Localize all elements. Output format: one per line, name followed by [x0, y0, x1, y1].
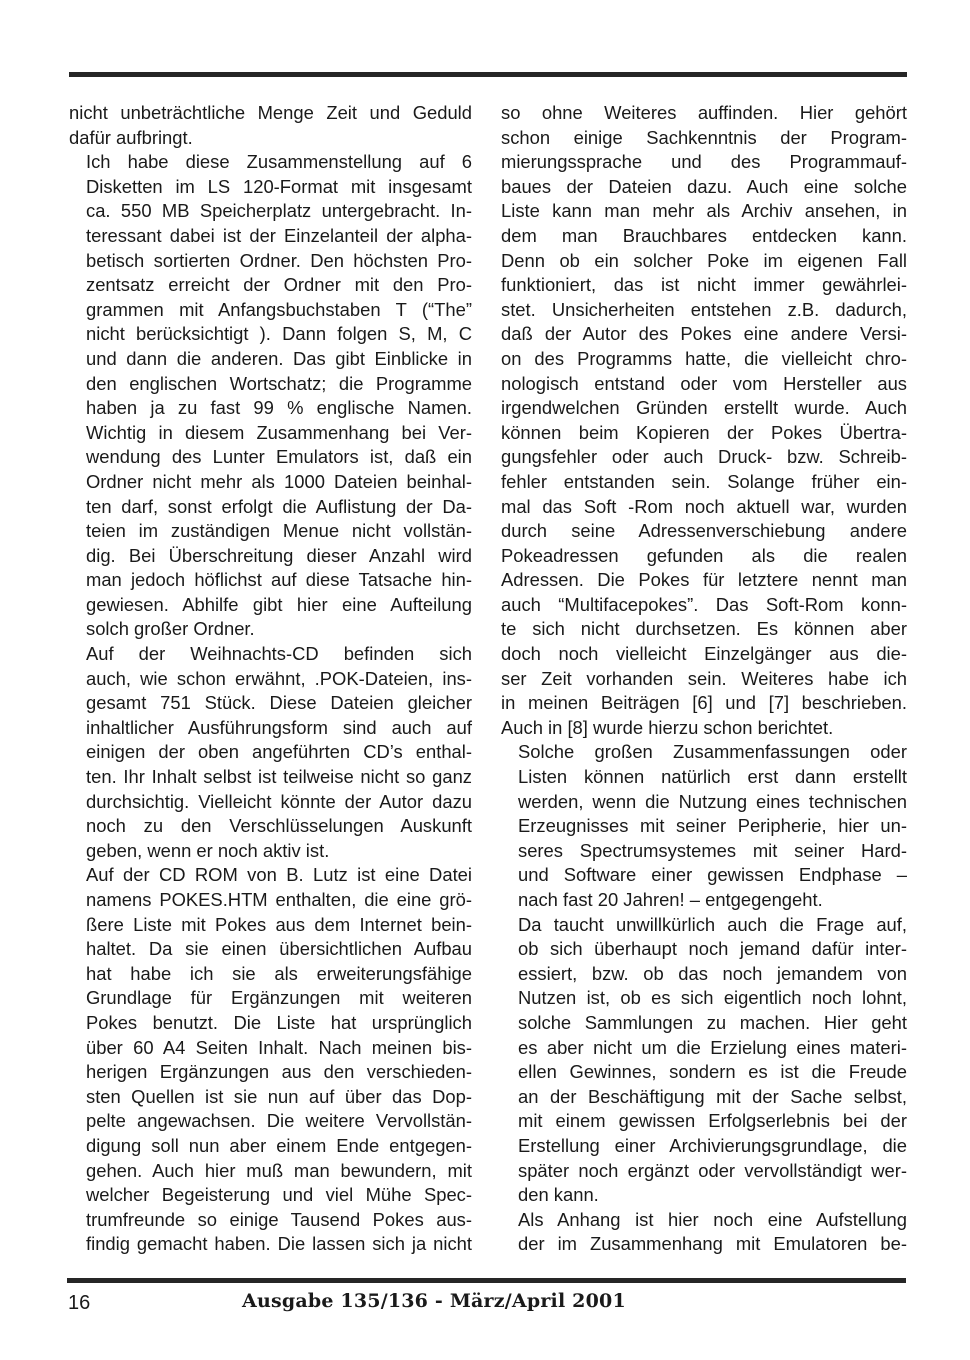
- text-line: funktioniert, das ist nicht immer gewährlei-: [501, 274, 907, 296]
- page-number: 16: [68, 1292, 91, 1314]
- text-line: Erzeugnisses mit seiner Peripherie, hier un-: [518, 815, 907, 837]
- text-line: geben, wenn er noch aktiv ist.: [86, 839, 330, 861]
- text-line: so ohne Weiteres auffinden. Hier gehört: [501, 102, 907, 123]
- text-line: werden, wenn die Nutzung eines technischen: [518, 790, 907, 812]
- text-line: mal das Soft -Rom noch aktuell war, wurden: [501, 495, 907, 517]
- text-line: welcher Begeisterung und viel Mühe Spec-: [86, 1184, 472, 1206]
- text-line: den englischen Wortschatz; die Programme: [86, 372, 472, 394]
- text-line: Nutzen ist, ob es sich eigentlich noch lohnt,: [518, 987, 907, 1009]
- text-line: herigen Ergänzungen aus den verschieden-: [86, 1061, 472, 1083]
- text-line: Denn ob ein solcher Poke im eigenen Fall: [501, 249, 907, 271]
- text-line: Erstellung einer Archivierungsgrundlage, die: [518, 1134, 907, 1156]
- text-line: auch, wie schon erwähnt, .POK-Dateien, ins-: [86, 667, 472, 689]
- text-line: ten. Ihr Inhalt selbst ist teilweise nicht so ganz: [86, 766, 472, 788]
- text-line: können beim Kopieren der Pokes Übertra-: [501, 421, 907, 443]
- text-line: über 60 A4 Seiten Inhalt. Nach meinen bis-: [86, 1036, 472, 1058]
- text-line: und dann die anderen. Das gibt Einblicke in: [86, 347, 472, 369]
- text-line: inhaltlicher Ausführungsform sind auch auf: [86, 716, 472, 738]
- right-column: [501, 101, 907, 1257]
- text-line: man jedoch höflichst auf diese Tatsache hin-: [86, 569, 472, 591]
- text-line: daß der Autor des Pokes eine andere Versi-: [501, 323, 907, 345]
- text-line: stet. Unsicherheiten entstehen z.B. dadurch,: [501, 298, 907, 320]
- paragraph: [501, 740, 907, 912]
- paragraph: [501, 1208, 907, 1257]
- text-line: ca. 550 MB Speicherplatz untergebracht. In-: [86, 200, 472, 222]
- text-line: auch “Multifacepokes”. Das Soft-Rom konn-: [501, 593, 907, 615]
- text-line: einigen der oben angeführten CD’s enthal-: [86, 741, 472, 763]
- text-line: Pokeadressen gefunden als die realen: [501, 544, 907, 566]
- paragraph: [501, 101, 907, 740]
- text-line: Solche großen Zusammenfassungen oder: [518, 741, 907, 763]
- text-line: und Software einer gewissen Endphase –: [518, 864, 907, 886]
- text-line: es aber nicht um die Erzielung eines materi-: [518, 1036, 907, 1058]
- text-line: Ich habe diese Zusammenstellung auf 6: [86, 151, 472, 173]
- text-line: Adressen. Die Pokes für letztere nennt man: [501, 569, 907, 591]
- text-line: seres Spectrumsystemes mit seiner Hard-: [518, 839, 907, 861]
- text-line: Da taucht unwillkürlich auch die Frage auf,: [518, 913, 907, 935]
- text-line: mierungssprache und des Programmauf-: [501, 151, 907, 173]
- text-line: Disketten im LS 120-Format mit insgesamt: [86, 175, 472, 197]
- text-line: Auf der Weihnachts-CD befinden sich: [86, 643, 472, 665]
- text-line: doch noch vielleicht Einzelgänger aus die-: [501, 643, 907, 665]
- text-line: Auf der CD ROM von B. Lutz ist eine Datei: [86, 864, 472, 886]
- text-line: Listen können natürlich erst dann erstellt: [518, 766, 907, 788]
- text-line: namens POKES.HTM enthalten, die eine grö-: [86, 889, 472, 910]
- text-line: nicht unbeträchtliche Menge Zeit und Geduld: [69, 102, 472, 123]
- text-line: pelte angewachsen. Die weitere Vervollstän-: [86, 1110, 472, 1132]
- text-line: baues der Dateien dazu. Auch eine solche: [501, 175, 907, 197]
- text-line: nicht berücksichtigt ). Dann folgen S, M, C: [86, 323, 472, 345]
- text-line: den kann.: [518, 1184, 599, 1206]
- text-line: Wichtig in diesem Zusammenhang bei Ver-: [86, 421, 472, 443]
- text-line: teien im zuständigen Menue nicht vollstän-: [86, 520, 472, 542]
- text-line: an der Beschäftigung mit der Sache selbst,: [518, 1085, 907, 1107]
- text-line: noch zu den Verschlüsselungen Auskunft: [86, 815, 472, 837]
- paragraph: [69, 150, 472, 642]
- paragraph: [69, 863, 472, 1257]
- text-line: teressant dabei ist der Einzelanteil der alpha-: [86, 224, 472, 246]
- text-line: der im Zusammenhang mit Emulatoren be-: [518, 1233, 907, 1255]
- text-line: essiert, bzw. ob das noch jemandem von: [518, 962, 907, 984]
- header-rule: [69, 72, 907, 77]
- text-line: gesamt 751 Stück. Diese Dateien gleicher: [86, 692, 472, 714]
- paragraph: [69, 101, 472, 150]
- text-line: betisch sortierten Ordner. Den höchsten Pro-: [86, 249, 472, 271]
- text-line: später noch ergänzt oder vervollständigt wer-: [518, 1159, 907, 1181]
- text-line: dafür aufbringt.: [69, 126, 193, 148]
- text-line: grammen mit Anfangsbuchstaben T (“The”: [86, 298, 472, 320]
- text-line: in meinen Beiträgen [6] und [7] beschrieben.: [501, 692, 907, 714]
- text-line: fehler entstanden sein. Solange früher ein-: [501, 470, 907, 492]
- text-line: nach fast 20 Jahren! – entgegengeht.: [518, 889, 823, 910]
- text-line: haben ja zu fast 99 % englische Namen.: [86, 397, 472, 419]
- text-line: Grundlage für Ergänzungen mit weiteren: [86, 987, 472, 1009]
- text-line: sten Quellen ist sie nun auf über das Dop-: [86, 1085, 472, 1107]
- text-line: haltet. Da sie einen übersichtlichen Aufbau: [86, 938, 472, 960]
- text-line: Ordner nicht mehr als 1000 Dateien beinhal-: [86, 470, 472, 492]
- paragraph: [69, 642, 472, 863]
- text-line: on des Programms hatte, die vielleicht chro-: [501, 347, 907, 369]
- text-line: gehen. Auch hier muß man bewundern, mit: [86, 1159, 472, 1181]
- text-line: solche Sammlungen zu machen. Hier geht: [518, 1011, 907, 1033]
- text-line: Liste kann man mehr als Archiv ansehen, in: [501, 200, 907, 222]
- text-line: dem man Brauchbares entdecken kann.: [501, 224, 907, 246]
- text-line: solch großer Ordner.: [86, 618, 255, 640]
- text-line: nologisch entstand oder vom Hersteller aus: [501, 372, 907, 394]
- text-line: gungsfehler oder auch Druck- bzw. Schreib-: [501, 446, 907, 468]
- text-line: trumfreunde so einige Tausend Pokes aus-: [86, 1208, 472, 1230]
- issue-info: Ausgabe 135/136 - März/April 2001: [242, 1290, 626, 1312]
- text-line: ßere Liste mit Pokes aus dem Internet bein-: [86, 913, 472, 935]
- text-line: Auch in [8] wurde hierzu schon berichtet.: [501, 716, 834, 738]
- text-line: durch seine Adressenverschiebung andere: [501, 520, 907, 542]
- footer-rule: [67, 1278, 906, 1283]
- text-line: Als Anhang ist hier noch eine Aufstellung: [518, 1208, 907, 1230]
- left-column: [69, 101, 472, 1257]
- text-line: durchsichtig. Vielleicht könnte der Autor dazu: [86, 790, 472, 812]
- text-line: ten darf, sonst erfolgt die Auflistung der Da-: [86, 495, 472, 517]
- text-line: irgendwelchen Gründen erstellt wurde. Auch: [501, 397, 907, 419]
- text-line: ser Zeit vorhanden sein. Weiteres habe ich: [501, 667, 907, 689]
- text-line: hat habe ich sie als erweiterungsfähige: [86, 962, 472, 984]
- text-line: wendung des Lunter Emulators ist, daß ein: [86, 446, 472, 468]
- text-line: dig. Bei Überschreitung dieser Anzahl wird: [86, 544, 472, 566]
- text-line: te sich nicht durchsetzen. Es können aber: [501, 618, 907, 640]
- text-line: schon einige Sachkenntnis der Program-: [501, 126, 907, 148]
- text-line: zentsatz erreicht der Ordner mit den Pro-: [86, 274, 472, 296]
- text-line: digung soll nun aber einem Ende entgegen-: [86, 1134, 472, 1156]
- text-line: ellen Gewinnes, sondern es ist die Freude: [518, 1061, 907, 1083]
- text-line: findig gemacht haben. Die lassen sich ja nicht: [86, 1233, 472, 1255]
- text-line: gewiesen. Abhilfe gibt hier eine Aufteilung: [86, 593, 472, 615]
- paragraph: [501, 913, 907, 1208]
- text-line: Pokes benutzt. Die Liste hat ursprünglich: [86, 1011, 472, 1033]
- text-line: ob sich überhaupt noch jemand dafür inter-: [518, 938, 907, 960]
- text-line: mit einem gewissen Erfolgserlebnis bei der: [518, 1110, 907, 1132]
